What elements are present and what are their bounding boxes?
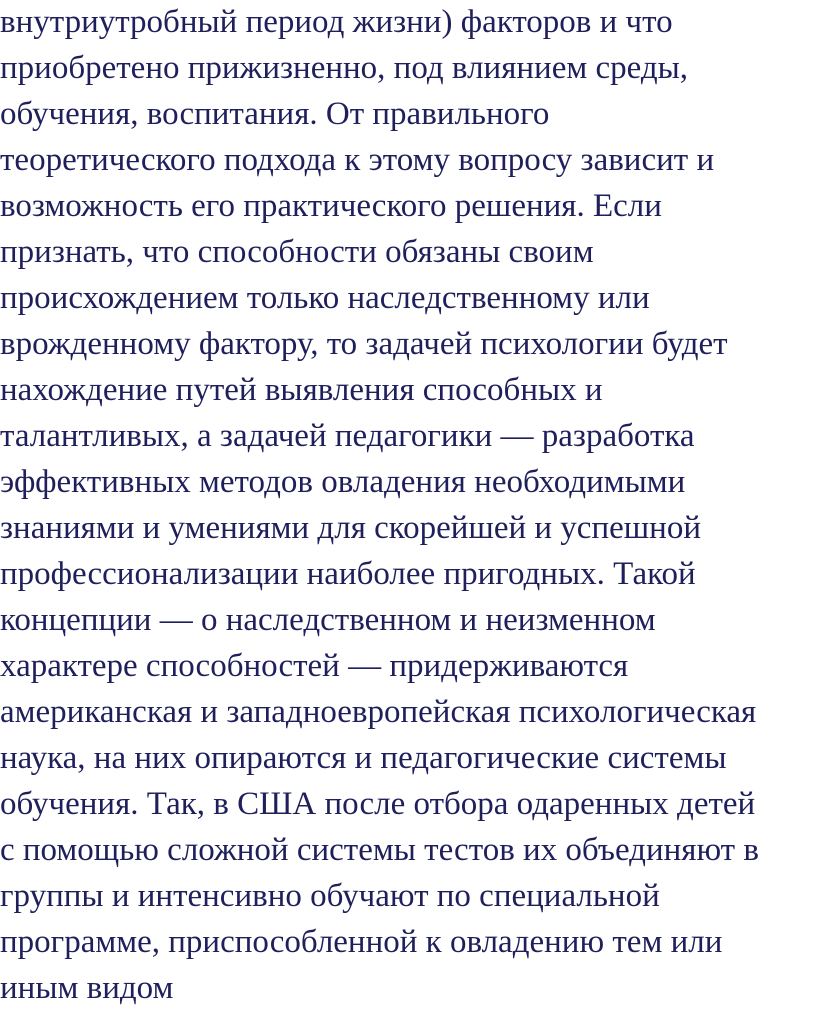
text-line: возможность его практического решения. Если (0, 188, 662, 224)
text-line: внутриутробный период жизни) факторов и что (0, 4, 673, 40)
text-line: программе, приспособленной к овладению тем или (0, 924, 723, 960)
text-line: с помощью сложной системы тестов их объединяют в (0, 832, 759, 868)
text-line: признать, что способности обязаны своим (0, 234, 594, 270)
text-line: обучения, воспитания. От правильного (0, 96, 550, 132)
text-line: концепции — о наследственном и неизменном (0, 602, 656, 638)
text-line: эффективных методов овладения необходимыми (0, 464, 686, 500)
text-line: теоретического подхода к этому вопросу зависит и (0, 142, 715, 178)
text-line: происхождением только наследственному или (0, 280, 650, 316)
text-line: талантливых, а задачей педагогики — разработка (0, 418, 695, 454)
text-line: знаниями и умениями для скорейшей и успешной (0, 510, 701, 546)
text-line: приобретено прижизненно, под влиянием среды, (0, 50, 689, 86)
text-line: иным видом (0, 970, 174, 1006)
text-line: характере способностей — придерживаются (0, 648, 629, 684)
text-line: врожденному фактору, то задачей психологии будет (0, 326, 728, 362)
text-line: наука, на них опираются и педагогические системы (0, 740, 727, 776)
text-line: профессионализации наиболее пригодных. Такой (0, 556, 696, 592)
text-line: нахождение путей выявления способных и (0, 372, 603, 408)
text-line: группы и интенсивно обучают по специальной (0, 878, 660, 914)
text-line: американская и западноевропейская психологическая (0, 694, 757, 730)
text-line: обучения. Так, в США после отбора одаренных детей (0, 786, 756, 822)
